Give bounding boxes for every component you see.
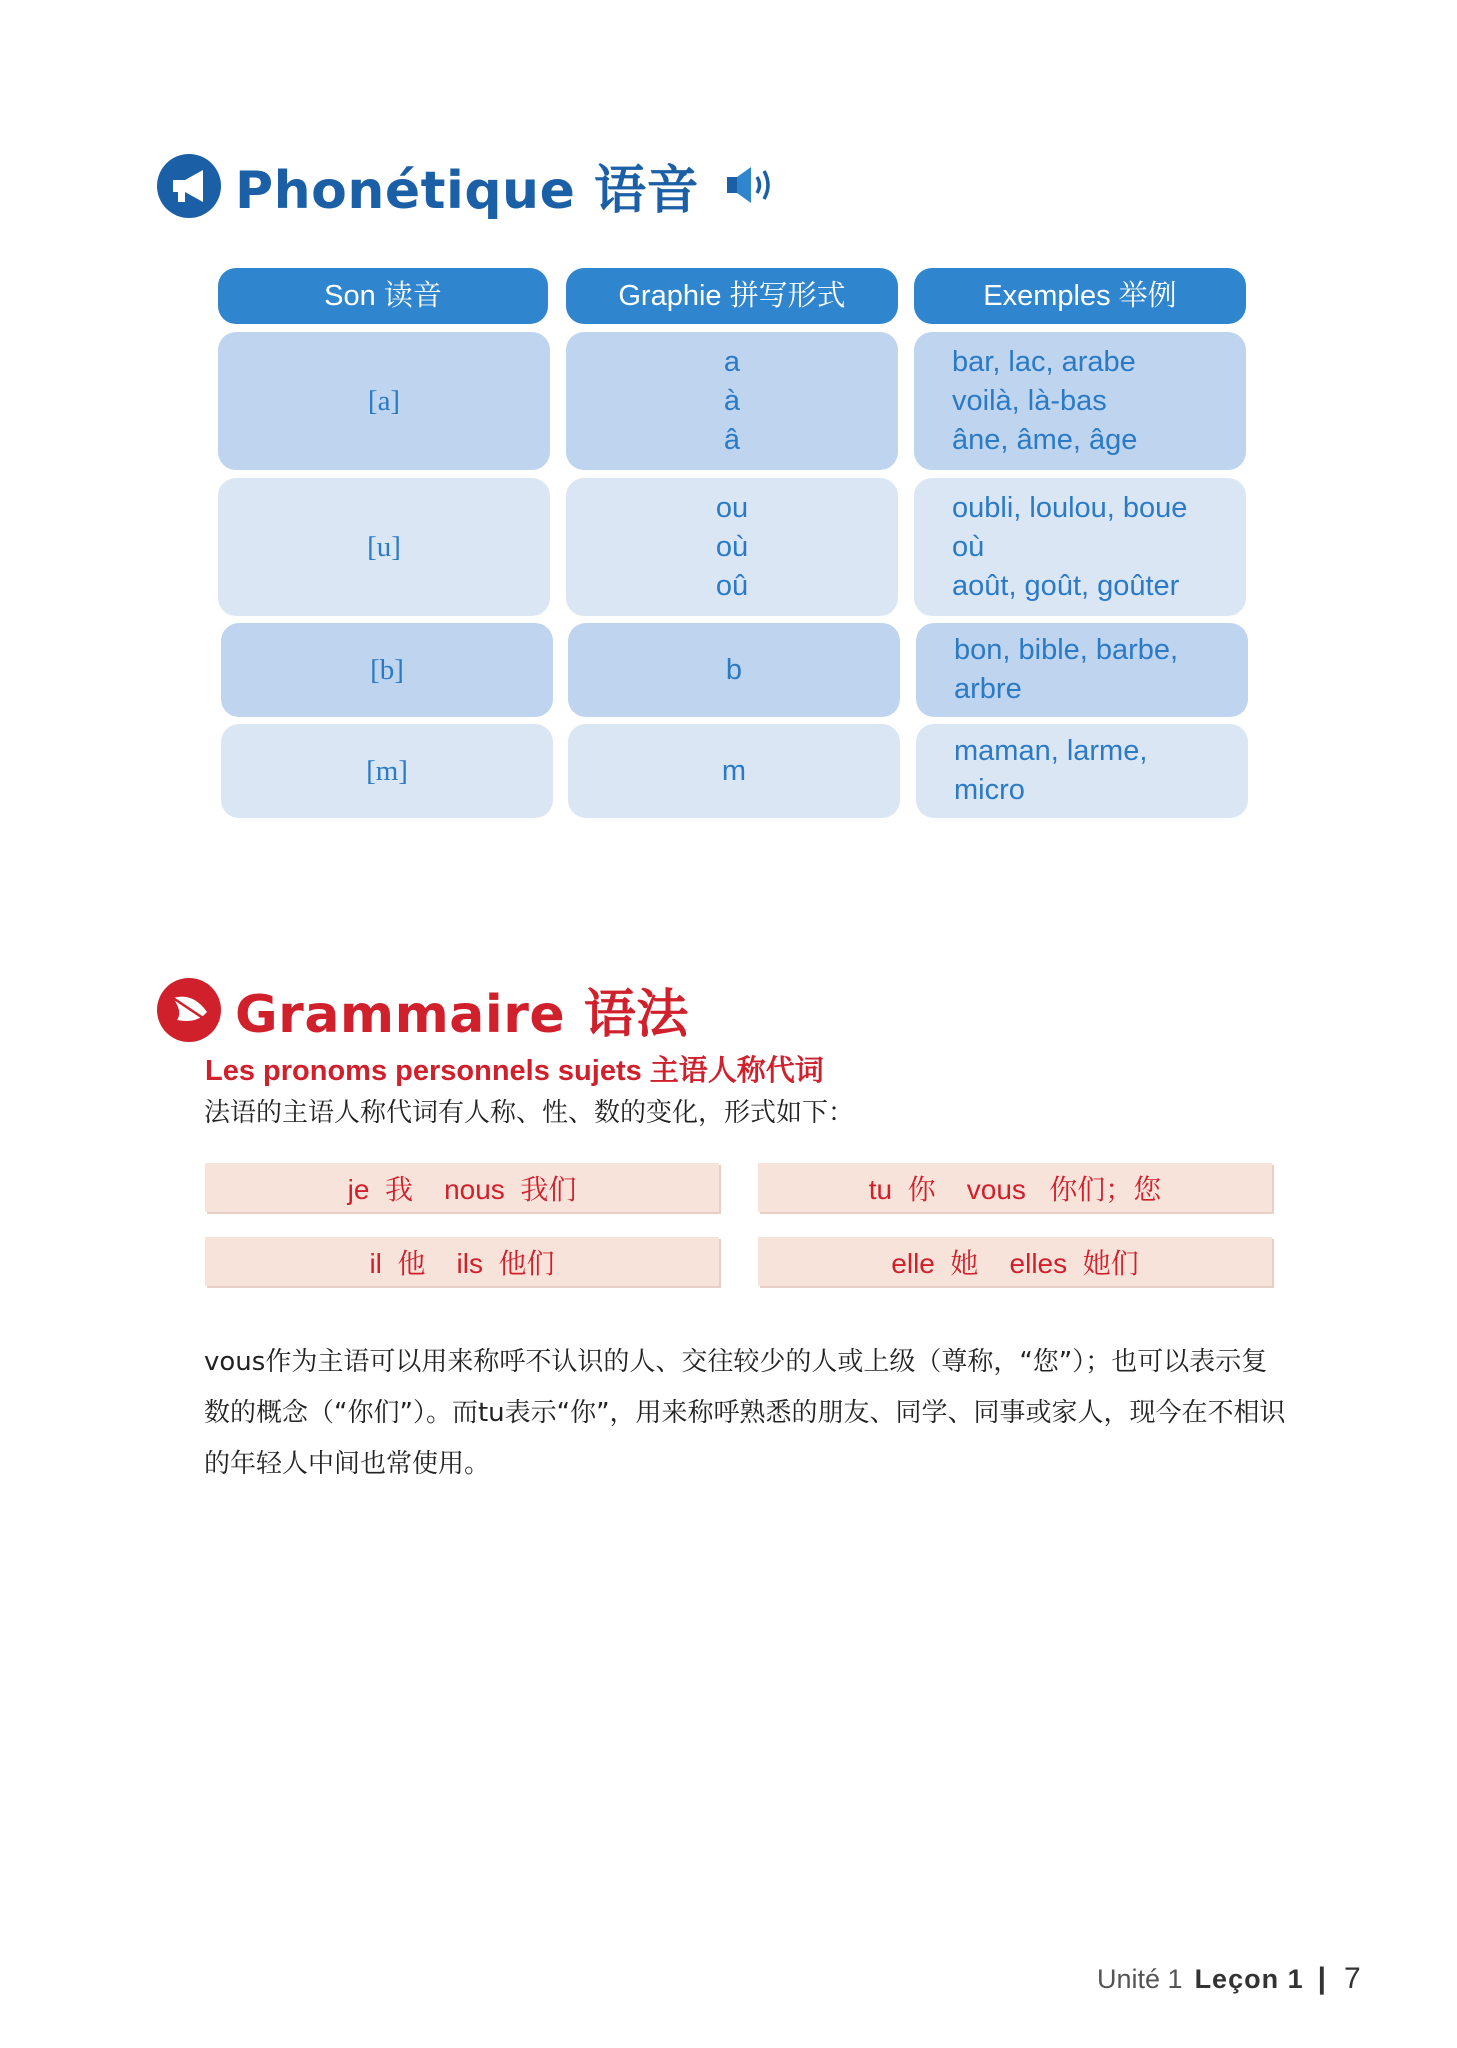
pronoun-box-je-nous [205,1163,719,1212]
exemples-a [914,332,1246,470]
grammaire-subtitle: Les pronoms personnels sujets 主语人称代词 [205,1055,824,1087]
graphie-line: où [715,530,749,563]
phonetique-title: Phonétique 语音 [235,161,699,221]
example-line: bar, lac, arabe [952,345,1136,378]
graphie-line: m [721,754,747,787]
graphie-b [568,623,900,717]
graphie-line: ou [715,491,749,524]
footer-lesson: Leçon 1 [1194,1964,1304,1994]
paragraph-line: 的年轻人中间也常使用。 [204,1449,491,1479]
son-a [218,332,550,470]
example-line: août, goût, goûter [952,569,1180,602]
son-m [221,724,553,818]
son-b [221,623,553,717]
page-footer [1097,1962,1361,1996]
son-symbol: [a] [367,384,401,417]
son-u [218,478,550,616]
phonetique-header [157,148,779,223]
header-graphie: Graphie 拼写形式 [566,268,898,324]
example-line: voilà, là-bas [952,384,1107,417]
son-symbol: [u] [367,530,401,563]
paragraph-line: vous作为主语可以用来称呼不认识的人、交往较少的人或上级（尊称，“您”）；也可以表示复 [204,1347,1268,1377]
pronoun-box-il-ils [205,1237,719,1286]
example-line: où [952,530,985,563]
graphie-u [566,478,898,616]
example-line: bon, bible, barbe, [954,634,1179,666]
example-line: maman, larme, [954,735,1148,767]
exemples-b [916,623,1248,717]
graphie-a [566,332,898,470]
graphie-line: oû [715,569,749,602]
grammaire-header [157,972,689,1047]
example-line: arbre [954,673,1022,705]
exemples-m [916,724,1248,818]
feather-quill-icon [157,978,221,1042]
page-number: 7 [1344,1962,1361,1995]
grammaire-title: Grammaire 语法 [235,985,689,1045]
megaphone-icon [157,154,221,218]
paragraph-line: 数的概念（“你们”）。而tu表示“你”，用来称呼熟悉的朋友、同学、同事或家人，现今在不相识 [204,1398,1286,1428]
example-line: âne, âme, âge [952,423,1138,456]
footer-unit: Unité 1 [1097,1964,1183,1994]
speaker-icon[interactable] [725,163,779,212]
graphie-line: â [723,423,741,456]
pronoun-text: je 我 nous 我们 [347,1173,577,1205]
pronoun-text: elle 她 elles 她们 [891,1247,1139,1279]
footer-separator: | [1317,1962,1326,1995]
pronoun-box-tu-vous [758,1163,1272,1212]
header-exemples: Exemples 举例 [914,268,1246,324]
graphie-line: à [723,384,741,417]
graphie-line: b [725,653,743,686]
example-line: oubli, loulou, boue [952,491,1188,524]
graphie-m [568,724,900,818]
example-line: micro [954,774,1025,806]
header-son: Son 读音 [218,268,548,324]
pronoun-text: il 他 ils 他们 [369,1247,555,1279]
graphie-line: a [723,345,741,378]
exemples-u [914,478,1246,616]
son-symbol: [b] [370,653,404,686]
grammaire-intro: 法语的主语人称代词有人称、性、数的变化，形式如下： [204,1098,855,1128]
grammaire-paragraph [204,1337,1334,1490]
pronoun-box-elle-elles [758,1237,1272,1286]
pronoun-text: tu 你 vous 你们；您 [868,1173,1162,1205]
son-symbol: [m] [366,754,408,787]
